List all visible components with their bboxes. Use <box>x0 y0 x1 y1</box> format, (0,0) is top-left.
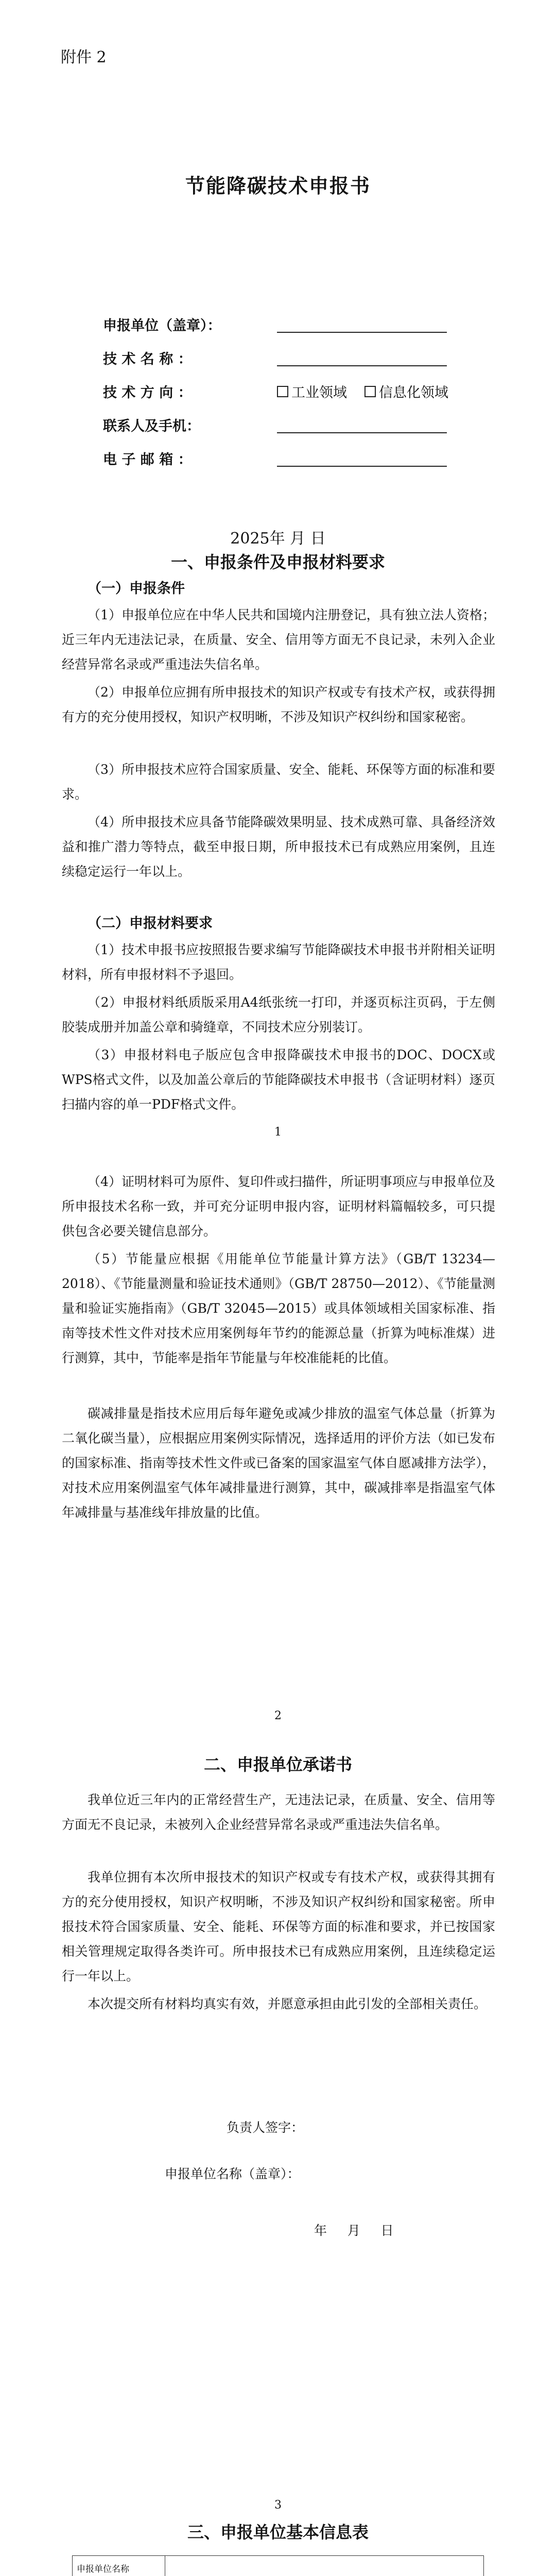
field-underline[interactable] <box>277 450 447 467</box>
input-cell[interactable] <box>165 2556 483 2576</box>
paragraph: （2）申报材料纸质版采用A4纸张统一打印，并逐页标注页码，于左侧胶装成册并加盖公章和骑缝章，不同技术应分别装订。 <box>62 995 495 1035</box>
sub-heading-conditions: （一）申报条件 <box>88 581 185 597</box>
paragraph: （1）申报单位应在中华人民共和国境内注册登记，具有独立法人资格；近三年内无违法记录，在质量、安全、信用等方面无不良记录，未列入企业经营异常名录或严重违法失信名单。 <box>62 607 495 672</box>
sub-heading-materials: （二）申报材料要求 <box>88 916 213 931</box>
field-label: 电 子 邮 箱 ： <box>103 452 192 468</box>
section3-title: 三、申报单位基本信息表 <box>187 2522 369 2542</box>
sign-date: 年 月 日 <box>314 2223 394 2238</box>
field-label: 技 术 名 称 ： <box>103 351 192 367</box>
paragraph: 碳减排量是指技术应用后每年避免或减少排放的温室气体总量（折算为二氧化碳当量），应根据应用案例实际情况，选择适用的评价方法（如已发布的国家标准、指南等技术性文件或已备案的国家温室气体自愿减排方法学），对技术应用案例温室气体年减排量进行测算，其中，碳减排率是指温室气体年减排量与基准线年排放量的比值。 <box>62 1406 495 1520</box>
section1-title: 一、申报条件及申报材料要求 <box>170 552 385 572</box>
date-line: 2025年 月 日 <box>230 530 326 548</box>
field-label: 申报单位（盖章）： <box>103 318 221 334</box>
form-row-unit <box>103 314 447 334</box>
form-row-email <box>103 448 447 468</box>
form-row-contact <box>103 415 447 435</box>
field-underline[interactable] <box>277 417 447 433</box>
section2-title: 二、申报单位承诺书 <box>203 1755 352 1774</box>
paragraph: （4）所申报技术应具备节能降碳效果明显、技术成熟可靠、具备经济效益和推广潜力等特点，截至申报日期，所申报技术已有成熟应用案例，且连续稳定运行一年以上。 <box>62 815 495 879</box>
paragraph: （3）申报材料电子版应包含申报降碳技术申报书的DOC、DOCX或WPS格式文件，以及加盖公章后的节能降碳技术申报书（含证明材料）逐页扫描内容的单一PDF格式文件。 <box>62 1047 495 1112</box>
paragraph: （1）技术申报书应按照报告要求编写节能降碳技术申报书并附相关证明材料，所有申报材料不予退回。 <box>62 942 495 982</box>
document-title: 节能降碳技术申报书 <box>185 174 371 197</box>
option-informatization[interactable]: 信息化领域 <box>364 381 448 401</box>
page-number: 2 <box>274 1709 282 1722</box>
field-label: 技 术 方 向 ： <box>103 385 192 401</box>
option-industry[interactable]: 工业领域 <box>277 381 347 401</box>
paragraph: （4）证明材料可为原件、复印件或扫描件，所证明事项应与申报单位及所申报技术名称一致，并可充分证明申报内容，证明材料篇幅较多，可只提供包含必要关键信息部分。 <box>62 1174 495 1239</box>
unit-stamp-label: 申报单位名称（盖章）： <box>165 2166 300 2181</box>
paragraph: 本次提交所有材料均真实有效，并愿意承担由此引发的全部相关责任。 <box>88 1996 487 2011</box>
paragraph: （3）所申报技术应符合国家质量、安全、能耗、环保等方面的标准和要求。 <box>62 762 495 802</box>
field-label: 联系人及手机： <box>103 418 200 434</box>
paragraph: 我单位拥有本次所申报技术的知识产权或专有技术产权，或获得其拥有方的充分使用授权，知识产权明晰，不涉及知识产权纠纷和国家秘密。所申报技术符合国家质量、安全、能耗、环保等方面的标准和要求，并已按国家相关管理规定取得各类许可。所申报技术已有成熟应用案例，且连续稳定运行一年以上。 <box>62 1870 495 1984</box>
annex-label: 附件 2 <box>61 48 107 66</box>
checkbox-icon[interactable] <box>364 386 376 397</box>
checkbox-icon[interactable] <box>277 386 288 397</box>
page-number: 1 <box>274 1126 282 1139</box>
field-underline[interactable] <box>277 350 447 366</box>
page-number: 3 <box>274 2499 282 2512</box>
table-row: 申报单位名称 <box>73 2556 484 2576</box>
form-row-direction <box>103 381 466 401</box>
paragraph: （5）节能量应根据《用能单位节能量计算方法》（GB/T 13234—2018）、《节能量测量和验证技术通则》（GB/T 28750—2012）、《节能量测量和验证实施指南》（GB/T 32045—2015）或具体领域相关国家标准、指南等技术性文件对技术应用案例每年节约的能源总量（折算为吨标准煤）进行测算，其中，节能率是指年节能量与年校准能耗的比值。 <box>62 1251 495 1365</box>
field-underline[interactable] <box>277 316 447 333</box>
signature-label: 负责人签字： <box>227 2120 304 2135</box>
paragraph: 我单位近三年内的正常经营生产，无违法记录，在质量、安全、信用等方面无不良记录，未被列入企业经营异常名录或严重违法失信名单。 <box>62 1792 495 1832</box>
form-row-tech-name <box>103 348 447 368</box>
basic-info-table <box>72 2555 484 2576</box>
paragraph: （2）申报单位应拥有所申报技术的知识产权或专有技术产权，或获得拥有方的充分使用授权，知识产权明晰，不涉及知识产权纠纷和国家秘密。 <box>62 685 495 724</box>
